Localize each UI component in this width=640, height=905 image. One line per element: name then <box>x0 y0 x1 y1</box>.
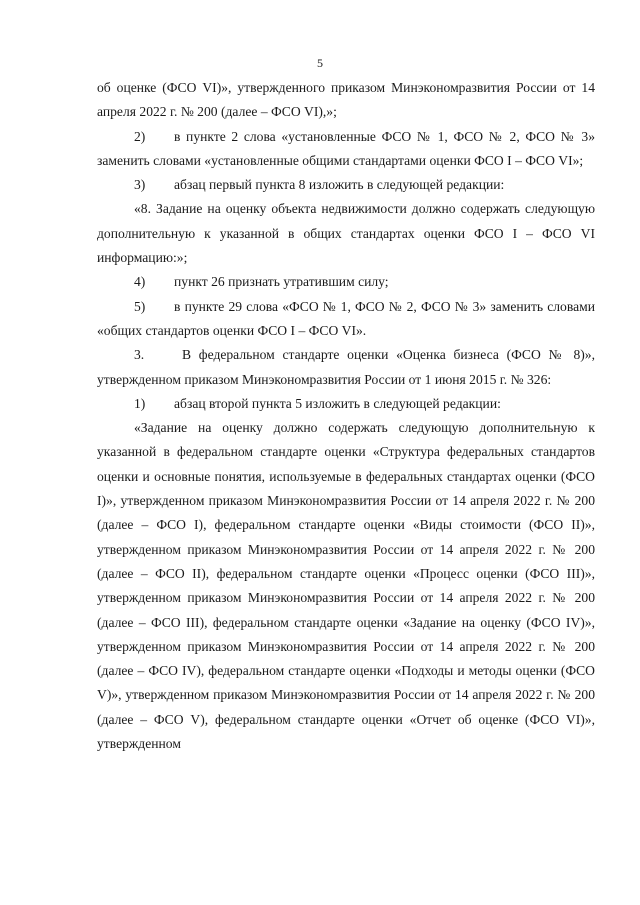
paragraph-continuation: об оценке (ФСО VI)», утвержденного приказом Минэкономразвития России от 14 апреля 2022 г. № 200 (далее – ФСО VI),»; <box>97 80 595 120</box>
list-item <box>97 125 595 174</box>
list-item <box>97 173 595 197</box>
item-number: 3) <box>134 177 146 193</box>
quoted-paragraph: «Задание на оценку должно содержать следующую дополнительную к указанной в федеральном стандарте оценки «Структура федеральных стандартов оценки и основные понятия, используемые в федеральных стандартах оценки (ФСО I)», утвержденном приказом Минэкономразвития России от 14 апреля 2022 г. № 200 (далее – ФСО I), федеральном стандарте оценки «Виды стоимости (ФСО II)», утвержденном приказом Минэкономразвития России от 14 апреля 2022 г. № 200 (далее – ФСО II), федеральном стандарте оценки «Процесс оценки (ФСО III)», утвержденном приказом Минэкономразвития России от 14 апреля 2022 г. № 200 (далее – ФСО III), федеральном стандарте оценки «Задание на оценку (ФСО IV)», утвержденном приказом Минэкономразвития России от 14 апреля 2022 г. № 200 (далее – ФСО IV), федеральном стандарте оценки «Подходы и методы оценки (ФСО V)», утвержденном приказом Минэкономразвития России от 14 апреля 2022 г. № 200 (далее – ФСО V), федеральном стандарте оценки «Отчет об оценке (ФСО VI)», утвержденном <box>97 420 595 752</box>
item-number: 5) <box>134 298 146 314</box>
item-number: 3. <box>134 347 145 363</box>
list-item <box>97 392 595 416</box>
quoted-paragraph: «8. Задание на оценку объекта недвижимости должно содержать следующую дополнительную к указанной в общих стандартах оценки ФСО I – ФСО VI информацию:»; <box>97 201 595 266</box>
paragraph-text: абзац второй пункта 5 изложить в следующей редакции: <box>174 395 501 411</box>
page-number: 5 <box>317 56 323 70</box>
paragraph-text: абзац первый пункта 8 изложить в следующей редакции: <box>174 177 505 193</box>
item-number: 4) <box>134 274 146 290</box>
list-item <box>97 270 595 294</box>
paragraph-text: в пункте 29 слова «ФСО № 1, ФСО № 2, ФСО № 3» заменить словами «общих стандартов оценки ФСО I – ФСО VI». <box>97 298 595 338</box>
item-number: 1) <box>134 395 146 411</box>
paragraph-text: В федеральном стандарте оценки «Оценка бизнеса (ФСО № 8)», утвержденном приказом Минэкономразвития России от 1 июня 2015 г. № 326: <box>97 347 595 387</box>
document-body <box>97 76 595 756</box>
paragraph-text: пункт 26 признать утратившим силу; <box>174 274 389 290</box>
section-item <box>97 343 595 392</box>
paragraph-text: в пункте 2 слова «установленные ФСО № 1, ФСО № 2, ФСО № 3» заменить словами «установленные общими стандартами оценки ФСО I – ФСО VI»; <box>97 128 595 168</box>
list-item <box>97 295 595 344</box>
item-number: 2) <box>134 128 146 144</box>
